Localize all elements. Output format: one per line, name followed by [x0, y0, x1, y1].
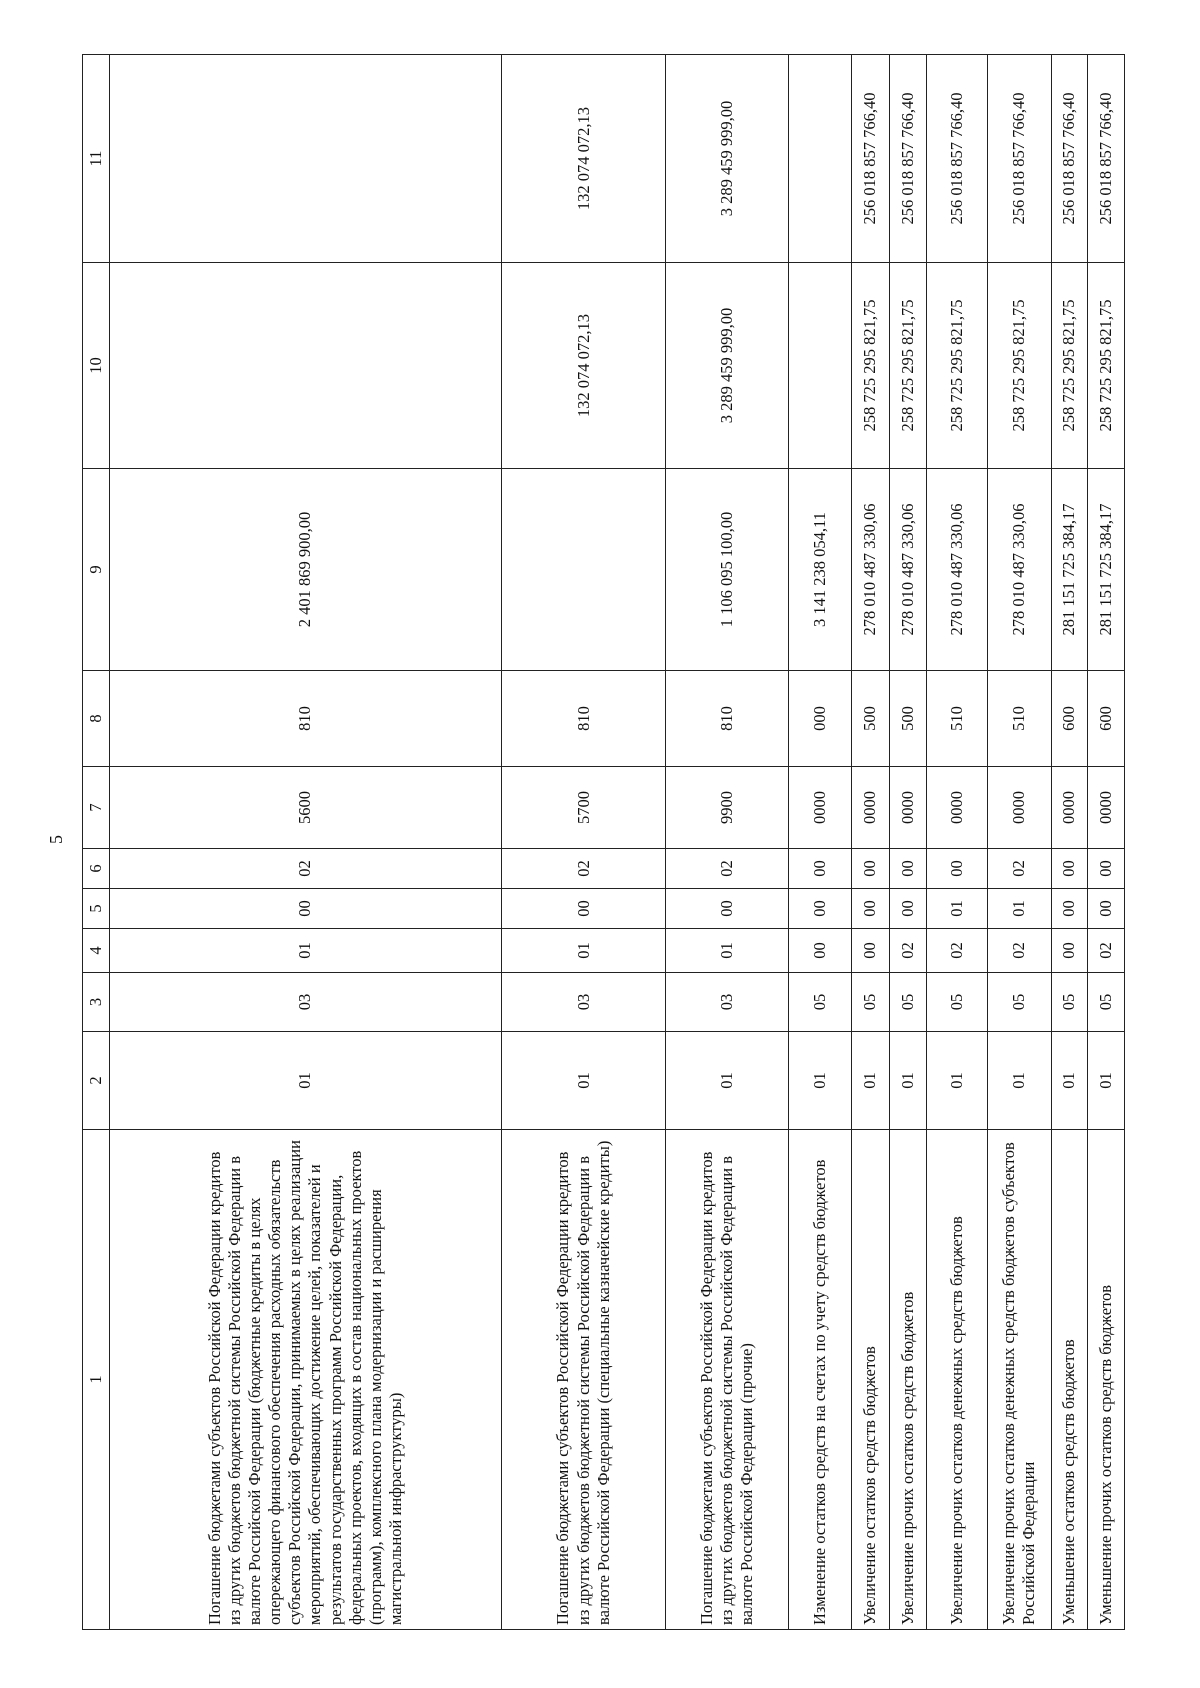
amount-cell: 256 018 857 766,40: [988, 55, 1052, 263]
row-name: Погашение бюджетами субъектов Российской Федерации кредитов из других бюджетов бюджетной системы Российской Федерации в валюте Российской Федерации (специальные казначейские кредиты): [501, 1130, 665, 1630]
amount-cell: 258 725 295 821,75: [988, 263, 1052, 469]
table-row: [501, 55, 665, 1630]
code-cell: 810: [110, 671, 502, 767]
amount-cell: 256 018 857 766,40: [852, 55, 889, 263]
code-cell: 600: [1051, 671, 1087, 767]
amount-cell: 278 010 487 330,06: [926, 469, 987, 671]
code-cell: 00: [852, 929, 889, 973]
amount-cell: 2 401 869 900,00: [110, 469, 502, 671]
code-cell: 02: [926, 929, 987, 973]
row-name: Увеличение прочих остатков денежных средств бюджетов: [926, 1130, 987, 1630]
code-cell: 01: [988, 1032, 1052, 1130]
row-name: Уменьшение остатков средств бюджетов: [1051, 1130, 1087, 1630]
col-header-6: 6: [83, 849, 110, 889]
code-cell: 01: [788, 1032, 852, 1130]
code-cell: 01: [926, 889, 987, 929]
code-cell: 02: [889, 929, 926, 973]
code-cell: 02: [110, 849, 502, 889]
code-cell: 01: [926, 1032, 987, 1130]
code-cell: 01: [666, 929, 789, 973]
code-cell: 02: [988, 849, 1052, 889]
code-cell: 810: [501, 671, 665, 767]
code-cell: 00: [1087, 849, 1124, 889]
code-cell: 05: [926, 973, 987, 1032]
code-cell: 00: [852, 849, 889, 889]
code-cell: 600: [1087, 671, 1124, 767]
col-header-2: 2: [83, 1032, 110, 1130]
code-cell: 02: [988, 929, 1052, 973]
table-row: [1087, 55, 1124, 1630]
code-cell: 00: [1087, 889, 1124, 929]
amount-cell: 281 151 725 384,17: [1087, 469, 1124, 671]
amount-cell: 258 725 295 821,75: [1087, 263, 1124, 469]
code-cell: 500: [852, 671, 889, 767]
code-cell: 00: [788, 929, 852, 973]
col-header-7: 7: [83, 767, 110, 849]
code-cell: 03: [501, 973, 665, 1032]
code-cell: 00: [110, 889, 502, 929]
code-cell: 02: [1087, 929, 1124, 973]
amount-cell: 258 725 295 821,75: [926, 263, 987, 469]
code-cell: 810: [666, 671, 789, 767]
row-name: Уменьшение прочих остатков средств бюджетов: [1087, 1130, 1124, 1630]
code-cell: 5700: [501, 767, 665, 849]
code-cell: 05: [1051, 973, 1087, 1032]
code-cell: 00: [1051, 889, 1087, 929]
code-cell: 0000: [852, 767, 889, 849]
row-name: Увеличение остатков средств бюджетов: [852, 1130, 889, 1630]
row-name: Увеличение прочих остатков денежных средств бюджетов субъектов Российской Федерации: [988, 1130, 1052, 1630]
code-cell: 01: [889, 1032, 926, 1130]
code-cell: 05: [988, 973, 1052, 1032]
header-row: [83, 55, 110, 1630]
col-header-5: 5: [83, 889, 110, 929]
amount-cell: 3 141 238 054,11: [788, 469, 852, 671]
col-header-1: 1: [83, 1130, 110, 1630]
code-cell: 01: [501, 1032, 665, 1130]
code-cell: 0000: [1051, 767, 1087, 849]
code-cell: 03: [110, 973, 502, 1032]
row-name: Увеличение прочих остатков средств бюджетов: [889, 1130, 926, 1630]
amount-cell: [788, 263, 852, 469]
budget-sources-table: [82, 54, 1125, 1630]
code-cell: 000: [788, 671, 852, 767]
amount-cell: [788, 55, 852, 263]
col-header-9: 9: [83, 469, 110, 671]
code-cell: 01: [1087, 1032, 1124, 1130]
amount-cell: 281 151 725 384,17: [1051, 469, 1087, 671]
amount-cell: 256 018 857 766,40: [889, 55, 926, 263]
code-cell: 05: [1087, 973, 1124, 1032]
row-name: Изменение остатков средств на счетах по учету средств бюджетов: [788, 1130, 852, 1630]
amount-cell: [110, 55, 502, 263]
code-cell: 00: [1051, 929, 1087, 973]
code-cell: 05: [852, 973, 889, 1032]
page-number: 5: [46, 835, 66, 844]
code-cell: 00: [501, 889, 665, 929]
table-row: [110, 55, 502, 1630]
code-cell: 00: [788, 889, 852, 929]
amount-cell: [110, 263, 502, 469]
amount-cell: 3 289 459 999,00: [666, 263, 789, 469]
row-name: Погашение бюджетами субъектов Российской Федерации кредитов из других бюджетов бюджетной системы Российской Федерации в валюте Российской Федерации (бюджетные кредиты в целях опережающего финансового обеспечения расходных обязательств субъектов Российской Федерации, принимаемых в целях реализации мероприятий, обеспечивающих достижение целей, показателей и результатов государственных программ Российской Федерации, федеральных проектов, входящих в состав национальных проектов (программ), комплексного плана модернизации и расширения магистральной инфраструктуры): [110, 1130, 502, 1630]
table-row: [788, 55, 852, 1630]
amount-cell: [501, 469, 665, 671]
col-header-3: 3: [83, 973, 110, 1032]
code-cell: 5600: [110, 767, 502, 849]
code-cell: 510: [988, 671, 1052, 767]
amount-cell: 258 725 295 821,75: [889, 263, 926, 469]
code-cell: 0000: [926, 767, 987, 849]
code-cell: 00: [1051, 849, 1087, 889]
code-cell: 01: [666, 1032, 789, 1130]
amount-cell: 258 725 295 821,75: [852, 263, 889, 469]
col-header-11: 11: [83, 55, 110, 263]
code-cell: 05: [788, 973, 852, 1032]
table-row: [988, 55, 1052, 1630]
code-cell: 03: [666, 973, 789, 1032]
code-cell: 0000: [889, 767, 926, 849]
amount-cell: 256 018 857 766,40: [1087, 55, 1124, 263]
col-header-8: 8: [83, 671, 110, 767]
col-header-10: 10: [83, 263, 110, 469]
table-row: [666, 55, 789, 1630]
code-cell: 02: [501, 849, 665, 889]
table-row: [926, 55, 987, 1630]
amount-cell: 256 018 857 766,40: [926, 55, 987, 263]
table-row: [889, 55, 926, 1630]
code-cell: 00: [926, 849, 987, 889]
table-row: [852, 55, 889, 1630]
code-cell: 00: [889, 889, 926, 929]
code-cell: 00: [889, 849, 926, 889]
code-cell: 0000: [988, 767, 1052, 849]
amount-cell: 132 074 072,13: [501, 55, 665, 263]
code-cell: 01: [852, 1032, 889, 1130]
amount-cell: 3 289 459 999,00: [666, 55, 789, 263]
code-cell: 01: [1051, 1032, 1087, 1130]
code-cell: 02: [666, 849, 789, 889]
row-name: Погашение бюджетами субъектов Российской Федерации кредитов из других бюджетов бюджетной системы Российской Федерации в валюте Российской Федерации (прочие): [666, 1130, 789, 1630]
code-cell: 0000: [788, 767, 852, 849]
code-cell: 01: [110, 1032, 502, 1130]
code-cell: 500: [889, 671, 926, 767]
col-header-4: 4: [83, 929, 110, 973]
amount-cell: 278 010 487 330,06: [852, 469, 889, 671]
code-cell: 0000: [1087, 767, 1124, 849]
code-cell: 00: [666, 889, 789, 929]
code-cell: 9900: [666, 767, 789, 849]
code-cell: 00: [788, 849, 852, 889]
amount-cell: 1 106 095 100,00: [666, 469, 789, 671]
code-cell: 01: [988, 889, 1052, 929]
table-row: [1051, 55, 1087, 1630]
amount-cell: 278 010 487 330,06: [988, 469, 1052, 671]
code-cell: 01: [501, 929, 665, 973]
amount-cell: 278 010 487 330,06: [889, 469, 926, 671]
amount-cell: 256 018 857 766,40: [1051, 55, 1087, 263]
code-cell: 05: [889, 973, 926, 1032]
rotated-page: [82, 55, 1125, 1630]
amount-cell: 132 074 072,13: [501, 263, 665, 469]
code-cell: 00: [852, 889, 889, 929]
amount-cell: 258 725 295 821,75: [1051, 263, 1087, 469]
code-cell: 510: [926, 671, 987, 767]
code-cell: 01: [110, 929, 502, 973]
